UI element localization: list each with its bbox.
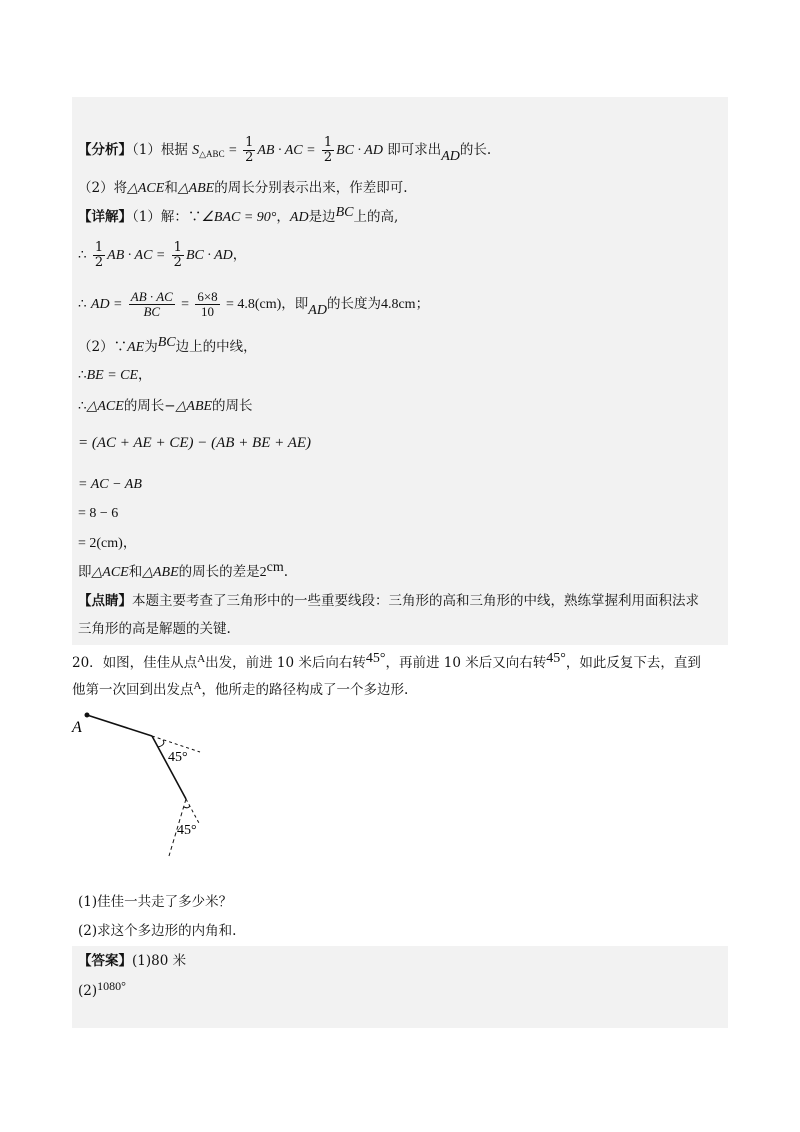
detail-tag: 【详解】 [78,209,132,225]
extension-2 [186,799,200,825]
label-a: A [72,719,82,736]
result-line: = 2(cm)， [78,535,137,551]
angle-label-1: 45° [168,750,188,765]
answer-tag: 【答案】 [78,953,132,969]
area-symbol: $S_{\triangle ABC}$ [192,143,225,159]
comment-line-1: 【点睛】本题主要考查了三角形中的一些重要线段：三角形的高和三角形的中线，熟练掌握利用面积法求 [78,593,699,609]
comment-line-2: 三角形的高是解题的关键. [78,621,231,637]
numeric-expression: = 8 − 6 [78,506,119,521]
question-line-1: 20．如图，佳佳从点$^A$出发，前进 10 米后向右转45°，再前进 10 米后又向右转45°，如此反复下去，直到 [72,651,701,671]
analysis-line-2: （2）将△ACE和△ABE的周长分别表示出来，作差即可. [78,180,408,196]
analysis-tag: 【分析】 [78,142,132,158]
equation-area: ∴ $\frac{1}{2}$ AB · AC = $\frac{1}{2}$ BC · AD， [78,240,247,270]
perimeter-expression: = (AC + AE + CE) − (AB + BE + AE) [78,435,312,451]
part2-line: （2）∵AE为BC边上的中线， [78,335,257,355]
be-ce-line: ∴BE = CE， [78,367,152,383]
comment-tag: 【点睛】 [78,593,132,609]
perimeter-diff-line: ∴△ACE的周长−△ABE的周长 [78,398,253,414]
detail-line-1: 【详解】（1）解：∵∠BAC = 90°，AD是边BC上的高, [78,205,399,225]
analysis-line-1: 【分析】（1）根据 $S_{\triangle ABC}$ = $\frac{1}{2}$ AB · AC = $\frac{1}{2}$ BC · AD 即可求出AD的长. [78,135,492,165]
question-line-2: 他第一次回到出发点$^A$，他所走的路径构成了一个多边形. [72,680,409,698]
path-figure [70,705,230,865]
answer-line-1: 【答案】(1)80 米 [78,953,187,969]
angle-label-2: 45° [177,823,197,838]
equation-ad: ∴ AD = $\frac{AB \cdot AC}{BC}$ = $\frac{6\times 8}{10}$ = 4.8(cm)，即AD的长度为4.8cm； [78,289,430,319]
answer-line-2: (2)1080° [78,979,126,999]
angle-arc-2 [184,806,190,808]
sub-question-1: (1)佳佳一共走了多少米？ [78,894,233,910]
sub-question-2: (2)求这个多边形的内角和. [78,923,237,939]
fraction-half-2: $\frac{1}{2}$ [323,135,333,165]
difference-expression: = AC − AB [78,477,142,492]
segment-1 [87,715,152,736]
conclusion-line: 即△ACE和△ABE的周长的差是2cm. [78,560,289,580]
question-20 [72,650,728,704]
fraction-half: $\frac{1}{2}$ [245,135,254,165]
angle-arc-1 [158,740,164,747]
